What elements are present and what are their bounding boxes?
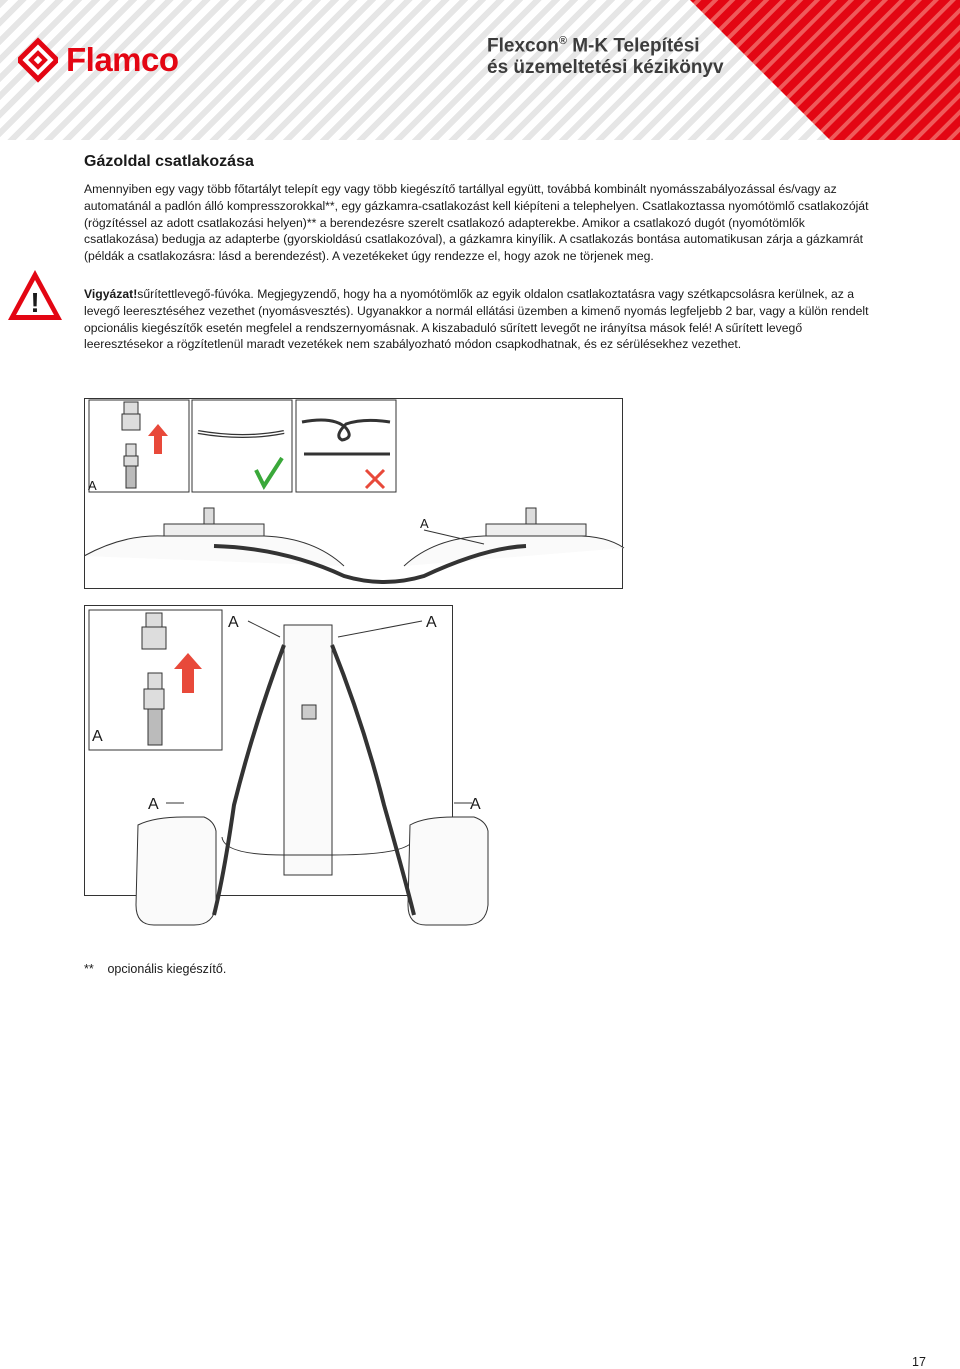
wrong-hose-box (296, 400, 396, 492)
correct-hose-box (192, 400, 292, 492)
flamco-logo (18, 34, 179, 86)
bottom-left-label: A (148, 796, 159, 813)
footnote-text: opcionális kiegészítő. (107, 962, 227, 976)
page-number: 17 (912, 1355, 926, 1369)
title-product: Flexcon (487, 35, 559, 57)
flamco-logo-icon (18, 34, 58, 86)
coupling-inset-label-2: A (92, 728, 103, 745)
figure-hose-routing (84, 398, 629, 593)
title-rest: M-K Telepítési (566, 35, 700, 57)
section-title: Gázoldal csatlakozása (84, 153, 254, 170)
warning-body: sűrítettlevegő-fúvóka. Megjegyzendő, hogy ha a nyomótömlők az egyik oldalon csatlakoztatásra vagy szétkapcsolásra kerülnek, az a levegő leeresztéséhez vezethet (nyomásvesztés). Ugyanakkor a normál ellátási üzemben a kimenő nyomás legfeljebb 2 bar, vagy a külön rendelt opcionális kiegészítők esetén megfelel a rendszernyomásnak. A kiszabaduló sűrített levegőt ne irányítsa mások felé! A sűrített levegő leeresztésekor a rögzítetlenül maradt vezetékek nem szabályozható módon csapkodhatnak, és ez sérülésekhez vezethet. (84, 287, 869, 352)
title-registered-mark: ® (558, 35, 567, 47)
coupling-inset-label: A (88, 478, 97, 493)
top-right-label: A (426, 614, 437, 631)
warning-text (84, 286, 874, 353)
footnote-mark: ** (84, 962, 94, 976)
warning-triangle-icon (5, 266, 65, 324)
section-paragraph: Amennyiben egy vagy több főtartályt telepít egy vagy több kiegészítő tartállyal együtt, továbbá kombinált nyomásszabályozással és/vagy az automatánál a padlón álló kompresszorokkal**, egy gázkamra-csatlakozást kell kiépíteni a telephelyen. Csatlakoztassa nyomótömlő csatlakozóját (rögzítéssel az adott csatlakozási helyen)** a berendezésre szerelt csatlakozó adapterekbe. Amikor a csatlakozó dugót (nyomótömlők csatlakozása) bedugja az adapterbe (gyorskioldású csatlakozóval), a gázkamra kinyílik. A csatlakozás bontása automatikusan zárja a gázkamrát (példák a csatlakozásra: lásd a berendezést). A vezetékeket úgy rendezze el, hogy azok ne törjenek meg. (84, 182, 869, 264)
warning-lead: Vigyázat! (84, 287, 138, 301)
title-line2: és üzemeltetési kézikönyv (487, 57, 724, 79)
brand-name: Flamco (66, 41, 179, 78)
document-title (487, 30, 724, 79)
footnote (84, 962, 226, 976)
figure-vessel-connection (84, 605, 534, 950)
bottom-right-label: A (470, 796, 481, 813)
main-vessel (284, 625, 332, 875)
svg-text:!: ! (30, 287, 40, 318)
left-side-tank (136, 817, 216, 925)
right-side-tank (408, 817, 488, 925)
top-left-label: A (228, 614, 239, 631)
hose-label: A (420, 516, 429, 531)
